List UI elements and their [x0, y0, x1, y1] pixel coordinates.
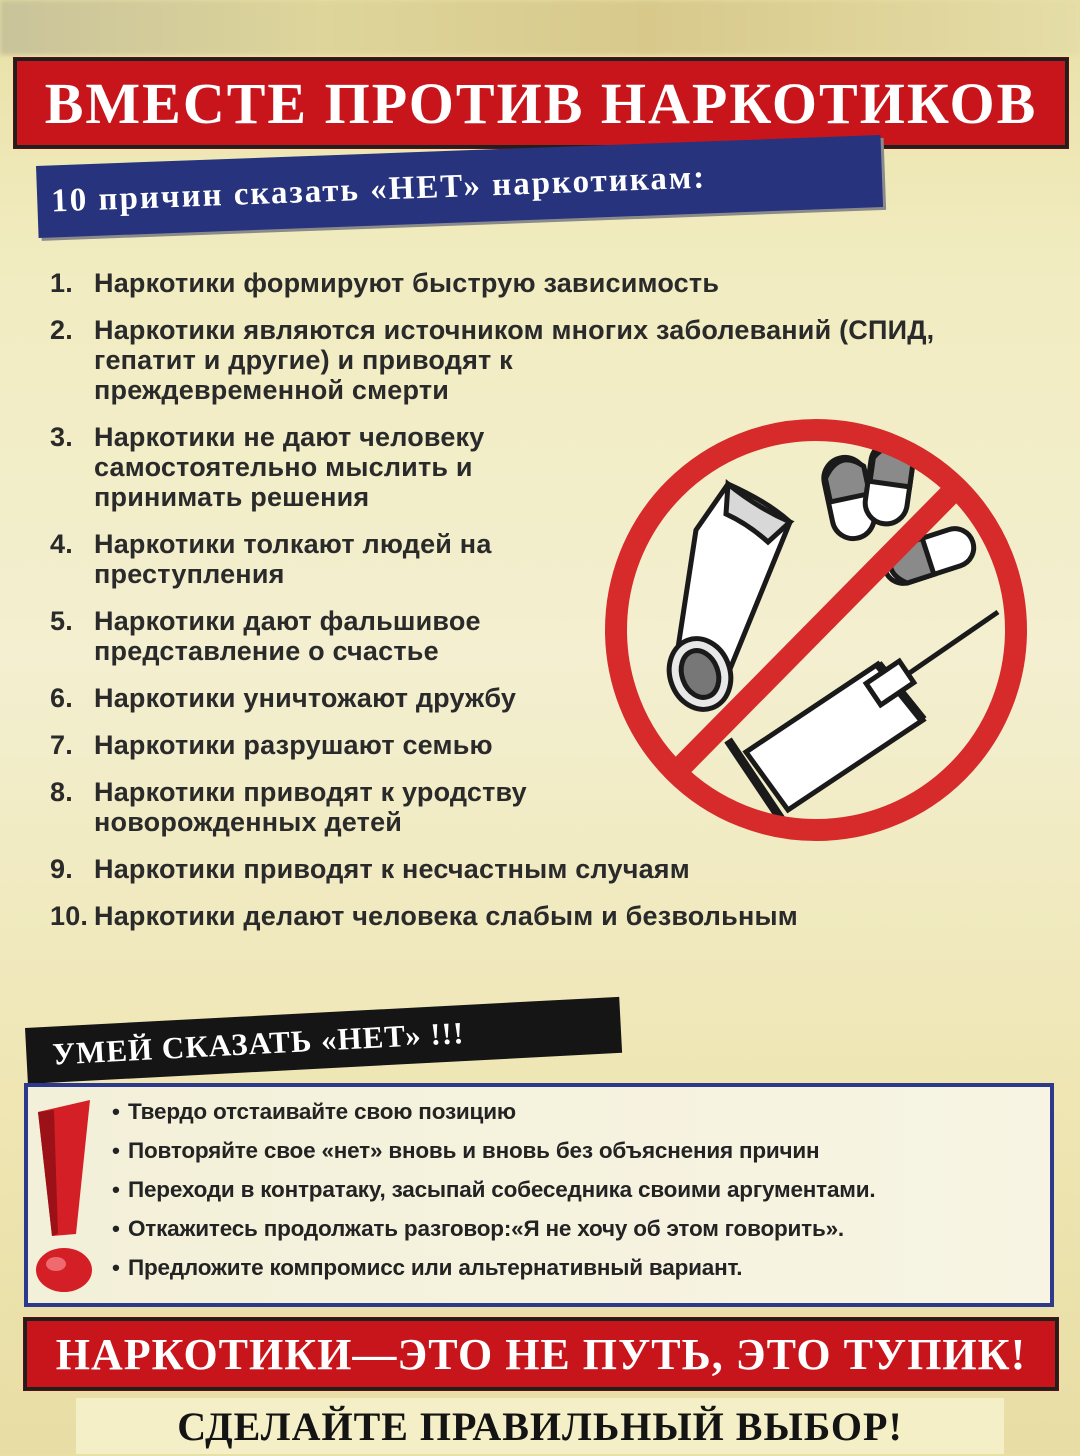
tip-item: [112, 1092, 875, 1131]
reason-item: [50, 901, 934, 931]
tip-text: Переходи в контратаку, засыпай собеседника своими аргументами.: [128, 1177, 876, 1202]
reason-text: Наркотики делают человека слабым и безвольным: [94, 901, 798, 931]
reason-text: Наркотики разрушают семью: [94, 730, 493, 760]
tip-item: [112, 1209, 875, 1248]
bullet-icon: •: [112, 1138, 120, 1163]
reason-number: 1.: [50, 268, 73, 298]
reason-text: Наркотики формируют быструю зависимость: [94, 268, 720, 298]
reason-text: Наркотики дают фальшивое представление о счастье: [94, 606, 481, 666]
reason-item: [50, 315, 934, 405]
footer-choice: СДЕЛАЙТЕ ПРАВИЛЬНЫЙ ВЫБОР!: [76, 1398, 1004, 1454]
tip-item: [112, 1170, 875, 1209]
reason-text: Наркотики толкают людей на преступления: [94, 529, 492, 589]
pills-icon: [820, 439, 979, 588]
reason-item: [50, 268, 934, 298]
tips-list: [112, 1092, 875, 1287]
tip-item: [112, 1131, 875, 1170]
tip-item: [112, 1248, 875, 1287]
reason-text: Наркотики уничтожают дружбу: [94, 683, 517, 713]
bullet-icon: •: [112, 1177, 120, 1202]
reason-number: 8.: [50, 777, 73, 807]
tip-text: Предложите компромисс или альтернативный вариант.: [128, 1255, 743, 1280]
bullet-icon: •: [112, 1099, 120, 1124]
reason-number: 4.: [50, 529, 73, 559]
call-to-action-text: УМЕЙ СКАЗАТЬ «НЕТ» !!!: [51, 1015, 466, 1072]
reason-text: Наркотики приводят к несчастным случаям: [94, 854, 690, 884]
reason-number: 10.: [50, 901, 89, 931]
reason-number: 7.: [50, 730, 73, 760]
reason-item: [50, 854, 934, 884]
reason-text: Наркотики не дают человеку самостоятельно мыслить и принимать решения: [94, 422, 485, 512]
main-title: ВМЕСТЕ ПРОТИВ НАРКОТИКОВ: [14, 58, 1068, 148]
reason-text: Наркотики приводят к уродству новорожденных детей: [94, 777, 527, 837]
reason-number: 3.: [50, 422, 73, 452]
reason-number: 6.: [50, 683, 73, 713]
subtitle-banner: [36, 135, 883, 238]
syringe-icon: [728, 612, 998, 822]
tip-text: Повторяйте свое «нет» вновь и вновь без объяснения причин: [128, 1138, 820, 1163]
reason-text: Наркотики являются источником многих заболеваний (СПИД, гепатит и другие) и приводят к преждевременной смерти: [94, 315, 935, 405]
bullet-icon: •: [112, 1255, 120, 1280]
no-drugs-prohibition-icon: [578, 412, 1056, 852]
call-to-action-banner: [25, 997, 622, 1084]
footer-slogan: НАРКОТИКИ—ЭТО НЕ ПУТЬ, ЭТО ТУПИК!: [24, 1318, 1058, 1390]
tip-text: Откажитесь продолжать разговор:«Я не хочу об этом говорить».: [128, 1216, 844, 1241]
reason-number: 2.: [50, 315, 73, 345]
tip-text: Твердо отстаивайте свою позицию: [128, 1099, 516, 1124]
reason-number: 5.: [50, 606, 73, 636]
exclamation-icon: [28, 1094, 98, 1298]
bullet-icon: •: [112, 1216, 120, 1241]
reason-number: 9.: [50, 854, 73, 884]
subtitle-text: 10 причин сказать «НЕТ» наркотикам:: [50, 159, 707, 220]
top-decorative-strip: [0, 0, 1080, 55]
